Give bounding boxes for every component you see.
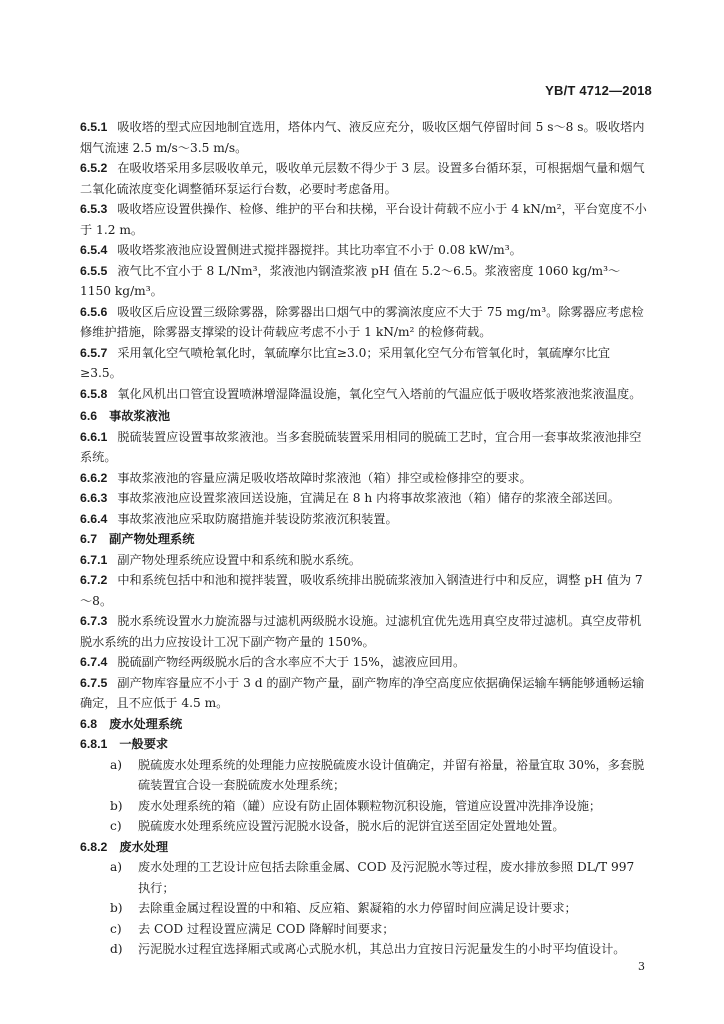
list-text: 去 COD 过程设置应满足 COD 降解时间要求； [138,921,395,936]
clause-6-5-7 [80,343,648,384]
clause-6-5-3 [80,199,648,240]
clause-text: 脱水系统设置水力旋流器与过滤机两级脱水设施。过滤机宜优先选用真空皮带过滤机。真空皮带机脱水系统的出力应按设计工况下副产物产量的 150%。 [80,614,642,649]
list-text: 废水处理的工艺设计应包括去除重金属、COD 及污泥脱水等过程，废水排放参照 DL/T 997 执行； [138,860,635,895]
clause-number: 6.5.4 [80,243,108,257]
clause-6-6-4 [80,509,648,530]
clause-6-7-3 [80,611,648,652]
clause-text: 事故浆液池应采取防腐措施并装设防浆液沉积装置。 [117,511,398,526]
subsection-title: 一般要求 [119,737,169,751]
clause-6-6-3 [80,488,648,509]
clause-text: 事故浆液池的容量应满足吸收塔故障时浆液池（箱）排空或检修排空的要求。 [117,470,532,485]
clause-6-5-6 [80,302,648,343]
clause-text: 吸收塔应设置供操作、检修、维护的平台和扶梯，平台设计荷载不应小于 4 kN/m²，平台宽度不小于 1.2 m。 [80,202,647,237]
clause-number: 6.6.3 [80,491,108,505]
section-heading-6-6 [80,406,648,427]
clause-number: 6.7.5 [80,675,108,690]
clause-text: 氧化风机出口管宜设置喷淋增湿降温设施，氧化空气入塔前的气温应低于吸收塔浆液池浆液温度。 [117,386,642,401]
list-marker: c) [110,921,122,936]
clause-number: 6.5.8 [80,386,108,401]
clause-text: 吸收塔的型式应因地制宜选用，塔体内气、液反应充分，吸收区烟气停留时间 5 s～8 s。吸收塔内烟气流速 2.5 m/s～3.5 m/s。 [80,120,645,155]
clause-number: 6.7.4 [80,655,108,669]
clause-text: 脱硫副产物经两级脱水后的含水率应不大于 15%，滤液应回用。 [117,655,466,669]
clause-text: 副产物库容量应不小于 3 d 的副产物产量，副产物库的净空高度应依据确保运输车辆能够通畅运输确定，且不应低于 4.5 m。 [80,675,645,710]
clause-text: 在吸收塔采用多层吸收单元，吸收单元层数不得少于 3 层。设置多台循环泵，可根据烟气量和烟气二氧化硫浓度变化调整循环泵运行台数，必要时考虑备用。 [80,161,645,196]
clause-number: 6.5.1 [80,120,108,134]
clause-6-6-2 [80,468,648,489]
list-item [80,755,648,796]
section-title: 废水处理系统 [109,716,183,731]
section-heading-6-7 [80,529,648,550]
document-body [80,117,648,960]
subsection-heading-6-8-2 [80,837,648,858]
clause-text: 事故浆液池应设置浆液回送设施，宜满足在 8 h 内将事故浆液池（箱）储存的浆液全部送回。 [117,491,620,505]
clause-number: 6.5.3 [80,202,108,216]
clause-6-6-1 [80,427,648,468]
subsection-heading-6-8-1 [80,734,648,755]
list-item [80,919,648,940]
list-text: 去除重金属过程设置的中和箱、反应箱、絮凝箱的水力停留时间应满足设计要求； [138,901,577,915]
list-text: 脱硫废水处理系统的处理能力应按脱硫废水设计值确定，并留有裕量，裕量宜取 30%，多套脱硫装置宜合设一套脱硫废水处理系统； [138,757,645,792]
list-marker: a) [110,757,123,772]
clause-6-7-1 [80,550,648,571]
clause-6-5-4 [80,240,648,261]
section-heading-6-8 [80,714,648,735]
clause-number: 6.6.1 [80,429,108,444]
section-title: 副产物处理系统 [109,532,195,546]
list-item [80,939,648,960]
clause-6-5-8 [80,384,648,405]
list-item [80,796,648,817]
clause-number: 6.5.7 [80,345,108,360]
list-marker: d) [110,942,123,956]
clause-number: 6.5.5 [80,263,108,278]
section-number: 6.6 [80,409,98,423]
list-text: 污泥脱水过程宜选择厢式或离心式脱水机，其总出力宜按日污泥量发生的小时平均值设计。 [138,942,626,956]
clause-number: 6.7.1 [80,552,108,567]
clause-text: 脱硫装置应设置事故浆液池。当多套脱硫装置采用相同的脱硫工艺时，宜合用一套事故浆液池排空系统。 [80,429,642,464]
section-number: 6.7 [80,532,98,546]
clause-6-5-5 [80,261,648,302]
clause-number: 6.5.2 [80,161,108,175]
clause-6-7-2 [80,570,648,611]
clause-text: 采用氧化空气喷枪氧化时，氧硫摩尔比宜≥3.0；采用氧化空气分布管氧化时，氧硫摩尔比宜≥3.5。 [80,345,611,380]
clause-6-5-2 [80,158,648,199]
subsection-title: 废水处理 [119,839,169,854]
page-number: 3 [638,960,645,973]
clause-6-5-1 [80,117,648,158]
clause-6-7-4 [80,652,648,673]
list-item [80,898,648,919]
list-marker: c) [110,819,122,833]
list-marker: a) [110,860,123,874]
list-marker: b) [110,901,123,915]
clause-text: 副产物处理系统应设置中和系统和脱水系统。 [117,552,362,567]
clause-text: 吸收区后应设置三级除雾器，除雾器出口烟气中的雾滴浓度应不大于 75 mg/m³。除雾器应考虑检修维护措施，除雾器支撑梁的设计荷载应考虑不小于 1 kN/m² 的检修荷载。 [80,304,644,339]
list-text: 废水处理系统的箱（罐）应设有防止固体颗粒物沉积设施，管道应设置冲洗排净设施； [138,798,602,813]
list-marker: b) [110,798,123,813]
section-number: 6.8 [80,716,98,731]
list-text: 脱硫废水处理系统应设置污泥脱水设备，脱水后的泥饼宜送至固定处置地处置。 [138,819,565,833]
section-title: 事故浆液池 [109,409,171,423]
clause-number: 6.5.6 [80,304,108,319]
clause-6-7-5 [80,673,648,714]
clause-text: 中和系统包括中和池和搅拌装置，吸收系统排出脱硫浆液加入钢渣进行中和反应，调整 pH 值为 7～8。 [80,573,643,608]
clause-text: 液气比不宜小于 8 L/Nm³，浆液池内钢渣浆液 pH 值在 5.2～6.5。浆液密度 1060 kg/m³～1150 kg/m³。 [80,263,621,298]
list-item [80,857,648,898]
clause-text: 吸收塔浆液池应设置侧进式搅拌器搅拌。其比功率宜不小于 0.08 kW/m³。 [117,243,522,257]
clause-number: 6.7.2 [80,573,108,587]
standard-code: YB/T 4712—2018 [545,83,652,98]
clause-number: 6.7.3 [80,614,108,628]
clause-number: 6.6.2 [80,470,108,485]
subsection-number: 6.8.1 [80,737,108,751]
clause-number: 6.6.4 [80,511,108,526]
list-item [80,816,648,837]
subsection-number: 6.8.2 [80,839,108,854]
